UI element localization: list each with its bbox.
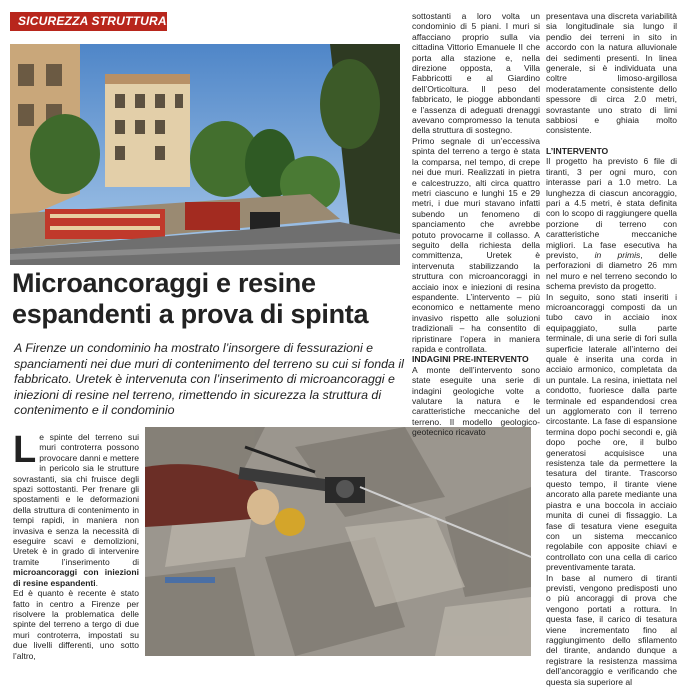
emphasis-text: in primis bbox=[594, 249, 641, 260]
subheading-pre-intervento: INDAGINI PRE-INTERVENTO bbox=[412, 354, 529, 365]
paragraph: In seguito, sono stati inseriti i microancoraggi composti da un tubo cavo in acciaio inox equipaggiato, sulla parte terminale, di una serie di fori sulla superficie laterale all’interno dei quale è inserita una corda in acciaio armonico, completata da un puntale. La resina, iniettata nel condotto, fuoriesce dalla parte terminale ed espandendosi crea un agglomerato con il terreno circostante. La fase di espansione termina dopo pochi secondi e, già dopo poche ore, il bulbo generatosi acquisisce una resistenza tale da permettere la tesatura del tirante. Trascorso questo tempo, il tirante viene ancorato alla parete mediante una piastra e una boccola in acciaio munita di cunei di fissaggio. La fase di tesatura viene eseguita con un sistema meccanico regolabile con apposite chiavi e controllato con una cella di carico preventivamente tarata. bbox=[546, 291, 677, 573]
article-column-3 bbox=[546, 11, 677, 687]
highlight-text: microancoraggi con iniezioni di resine espandenti bbox=[13, 567, 139, 588]
paragraph: Il progetto ha previsto 6 file di tiranti, 3 per ogni muro, con interasse pari a 1.0 metro. La lunghezza di ciascun ancoraggio, pari a 4.5 metri, è stata definita con lo scopo di raggiungere quella porzione di terreno con caratteristiche meccaniche migliori. La fase esecutiva ha previsto, in primis, delle perforazioni di diametro 26 mm nel muro e nel terreno secondo lo schema previsto da progetto. bbox=[546, 156, 677, 292]
article-column-1 bbox=[13, 429, 139, 661]
section-label: SICUREZZA STRUTTURALE bbox=[18, 14, 183, 28]
paragraph: In base al numero di tiranti previsti, vengono predisposti uno o più ancoraggi di prova che vengono portati a rottura. In questa fase, il carico di tesatura viene incrementato fino al raggiungimento dello sfilamento del tirante, andando dunque a registrare la resistenza massima dell’ancoraggio e verificando che questa sia superiore al bbox=[546, 572, 677, 687]
paragraph: presentava una discreta variabilità sia longitudinale sia lungo il pendio dei terreni in sito in accordo con la natura alluvionale dei sedimenti presenti. In linea generale, si è individuata una coltre limoso-argillosa moderatamente consistente dello spessore di circa 2.0 metri, sovrastante uno strato di limi sabbiosi e ghiaia molto consistente. bbox=[546, 11, 677, 136]
paragraph: Le spinte del terreno sui muri controterra possono provocare danni e mettere in pericolo sia le strutture sovrastanti, sia chi fruisce degli spazi sottostanti. Per frenare gli spostamenti e le deformazioni della struttura di contenimento in tempi rapidi, in maniera non invasiva e senza la necessità di eseguire scavi e demolizioni, Uretek è in grado di intervenire tramite l’inserimento di microancoraggi con iniezioni di resine espandenti. bbox=[13, 429, 139, 588]
headline: Microancoraggi e resine espandenti a prova di spinta bbox=[12, 268, 369, 329]
article-column-2 bbox=[412, 11, 540, 656]
paragraph: A monte dell’intervento sono state eseguite una serie di indagini geologiche volte a valutare la natura e le caratteristiche meccaniche del terreno. Il modello geologico-geotecnico ricavato bbox=[412, 364, 540, 438]
paragraph: Ed è quanto è recente è stato fatto in centro a Firenze per risolvere la problematica delle spinte del terreno a tergo di due muri controterra, impostati su due livelli differenti, uno sotto l’altro, bbox=[13, 588, 139, 661]
subheading-intervento: L’INTERVENTO bbox=[546, 145, 609, 156]
lead-paragraph: A Firenze un condominio ha mostrato l’insorgere di fessurazioni e spanciamenti nei due muri di contenimento del terreno su cui si fonda il fabbricato. Uretek è intervenuta con l’inserimento di microancoraggi e iniezioni di resine nel terreno, rimettendo in sicurezza la struttura di contenimento e il condominio bbox=[14, 341, 404, 418]
drop-cap: L bbox=[13, 429, 37, 471]
paragraph: Primo segnale di un’eccessiva spinta del terreno a tergo è stata la comparsa, nel tempo, di crepe nei due muri. Realizzati in pietra e calcestruzzo, alti circa quattro metri ciascuno e lunghi 15 e 29 metri, i due muri stavano infatti subendo un fenomeno di spanciamento che avrebbe potuto provocarne il collasso. A seguito della richiesta della committenza, Uretek è intervenuta stabilizzando la struttura con microancoraggi in acciaio inox e iniezioni di resina espandente. L’intervento – più economico e nettamente meno invasivo rispetto alle soluzioni tradizionali – ha consentito di ripristinare l’opera in maniera rapida e controllata. bbox=[412, 135, 540, 354]
street-photo bbox=[10, 44, 400, 265]
paragraph: sottostanti a loro volta un condominio di 5 piani. I muri si affacciano proprio sulla via cittadina Vittorio Emanuele II che porta alla stazione e, nella direzione opposta, a Villa Fabbricotti e al Giardino dell’Orticoltura. Il peso del fabbricato, le piogge abbondanti e l’assenza di adeguati drenaggi avevano compromesso la tenuta della struttura di sostegno. bbox=[412, 11, 540, 136]
